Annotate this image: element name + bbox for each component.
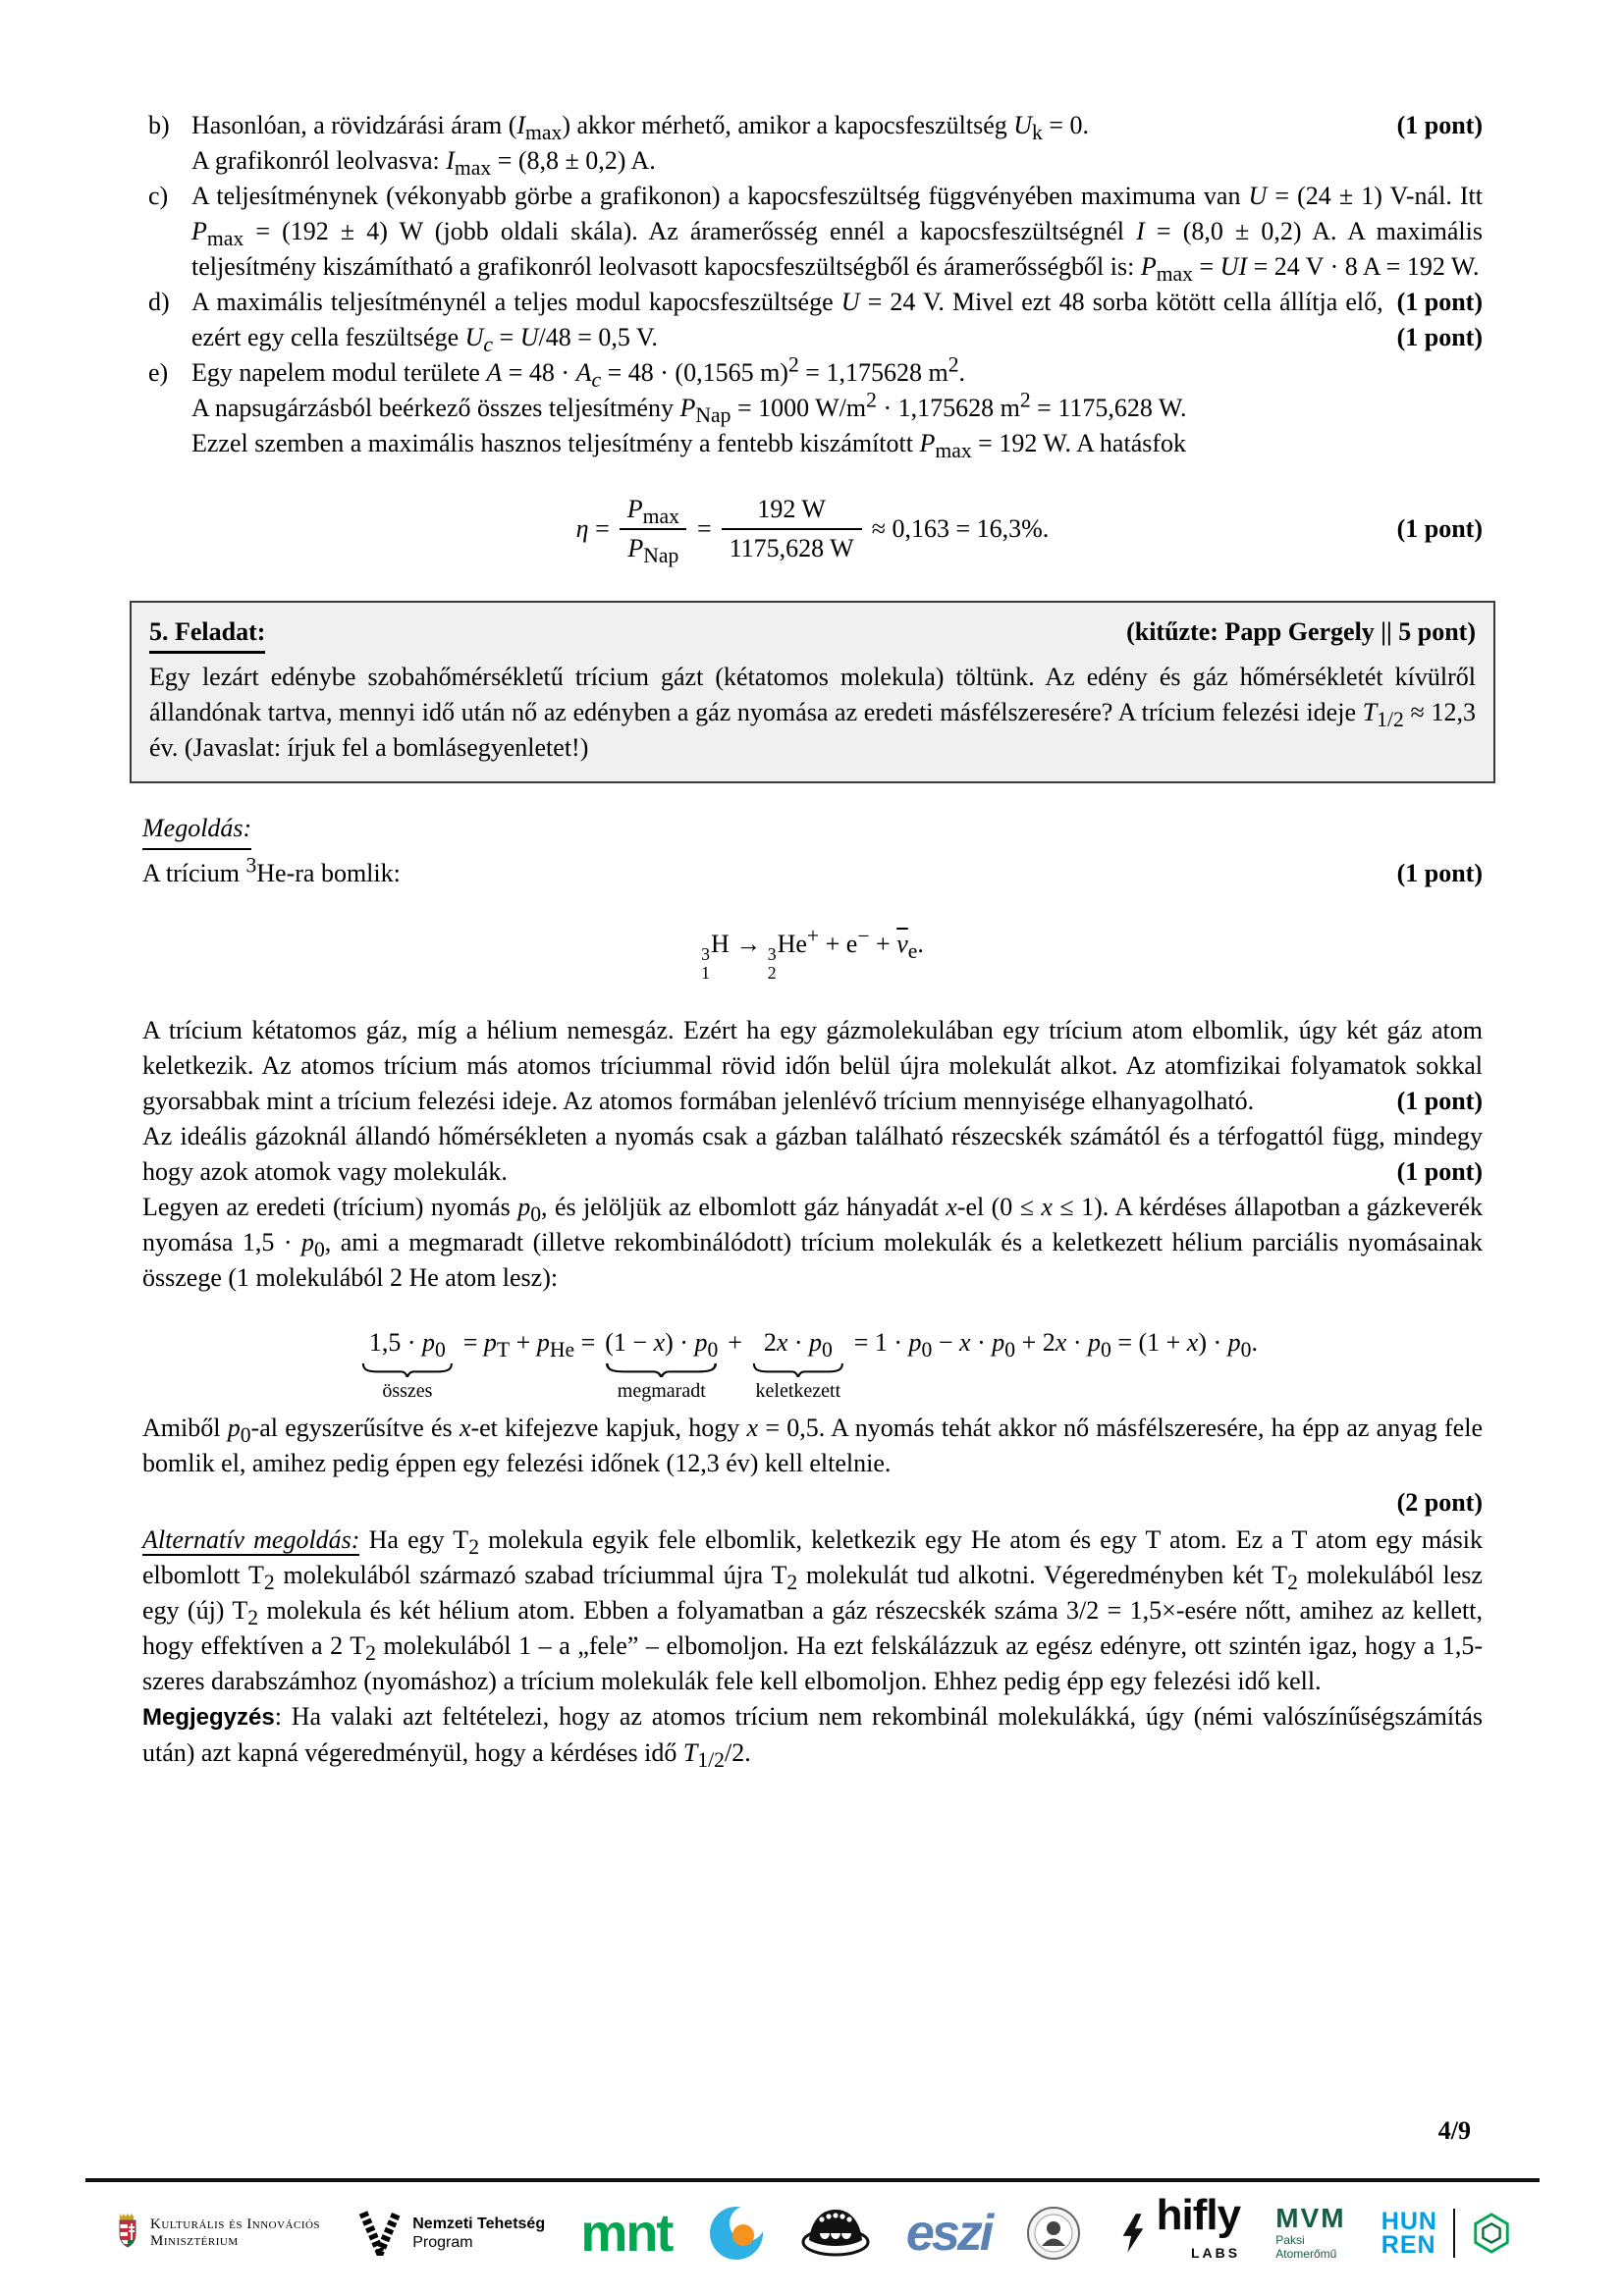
item-label: d) xyxy=(148,288,170,316)
ministry-logo xyxy=(113,2211,320,2256)
solution-item-b xyxy=(142,108,1483,179)
divider xyxy=(1453,2209,1455,2258)
solution-paragraph-4: Amiből $p_0-al$ egyszerűsítve és x-et kifejezve kapjuk, hogy x = 0,5. A nyomás tehát akkor nő másfélszeresére, ha épp az anyag fele bomlik el, amihez pedig éppen egy felezési időnek (12,3 év) kell eltelnie. xyxy=(142,1414,1483,1478)
underbrace-icon xyxy=(605,1362,718,1377)
hexagon-molecule-icon xyxy=(1471,2210,1512,2257)
lightning-bolt-icon xyxy=(1117,2211,1149,2256)
portrait-seal-icon xyxy=(1026,2206,1081,2261)
mnt-logo: mnt xyxy=(580,2204,673,2263)
equation-lhs: η = xyxy=(575,514,610,543)
fraction: $\frac{P_{max}}{P_{Nap}}$ xyxy=(620,491,687,567)
eszi-logo: eszi xyxy=(905,2205,992,2262)
item-text: A maximális teljesítménynél a teljes modul kapocsfeszültsége U = 24 V. Mivel ezt 48 sorba kötött cella állítja elő, ezért egy cella feszültsége $U_c = U/48 = 0,5$ V. xyxy=(191,288,1383,357)
crescent-icon xyxy=(708,2205,765,2262)
underbrace-group-remaining: $(1 - x) \cdot p_0$ megmaradt xyxy=(605,1328,719,1403)
item-label: e) xyxy=(148,358,169,387)
solution-items-b-e xyxy=(142,108,1483,461)
problem-statement: Egy lezárt edénybe szobahőmérsékletű trícium gázt (kétatomos molekula) töltünk. Az edény és gáz hőmérsékletét kívülről állandónak tartva, mennyi idő után nő az edényben a gáz nyomása az eredeti másfélszeresére? A trícium felezési ideje $T_{1/2} \approx 12,3$ év. (Javaslat: írjuk fel a bomlásegyenletet!) xyxy=(149,663,1476,762)
points-badge: (2 pont) xyxy=(1396,1488,1483,1518)
sponsor-logos-row xyxy=(113,2191,1512,2272)
elft-seal-logo xyxy=(1026,2206,1081,2261)
underbrace-icon xyxy=(361,1362,454,1377)
dome-icon xyxy=(800,2207,871,2260)
points-badge: (1 pont) xyxy=(1396,1087,1483,1116)
underbrace-icon xyxy=(752,1362,844,1377)
solution-item-d xyxy=(142,285,1483,355)
solution-paragraph-3: Legyen az eredeti (trícium) nyomás $p_0$, és jelöljük az elbomlott gáz hányadát x-el (0 ≤ x ≤ 1). A kérdéses állapotban a gázkeverék nyomása $1,5 \cdot p_0$, ami a megmaradt (illetve rekombinálódott) trícium molekulák és a keletkezett hélium parciális nyomásainak összege (1 molekulából 2 He atom lesz): xyxy=(142,1193,1483,1293)
hifly-labs-logo xyxy=(1117,2191,1241,2270)
page-number: 4/9 xyxy=(1437,2116,1471,2145)
points-badge: (1 pont) xyxy=(1396,323,1483,351)
solution-heading: Megoldás: xyxy=(142,811,251,850)
item-text: Hasonlóan, a rövidzárási áram $(I_{max})$ akkor mérhető, amikor a kapocsfeszültség $U_k = 0$. A grafikonról leolvasva: $I_{max} = (8,8 \pm 0,2)$ A. xyxy=(191,111,1090,181)
solution-paragraph-2: Az ideális gázoknál állandó hőmérsékleten a nyomás csak a gázban található részecskék számától és a térfogattól függ, mindegy hogy azok atomok vagy molekulák. (1 pont) xyxy=(142,1119,1483,1190)
fraction: $\frac{192 W}{1175,628 W}$ xyxy=(722,491,862,567)
menti-dome-logo xyxy=(800,2207,871,2260)
pressure-equation: $1,5 \cdot p_0$ összes = $p_T + p_{He}$ = $(1 - x) \cdot p_0$ megmaradt + $2x \cdot p_0$ keletkezett = $1 \cdot p_0 - x \cdot p_0 + 2x \cdot p_0 = (1 + x) \cdot p_0$. xyxy=(142,1325,1483,1403)
item-text: Egy napelem modul területe $A = 48 \cdot A_c = 48 \cdot (0,1565$ m)$^2$ = 1,175628 $m^2$. A napsugárzásból beérkező összes teljesítmény $P_{Nap} = 1000$ $W/m^2 \cdot 1,175628$ $m^2 = 1175,628$ W. Ezzel szemben a maximális hasznos teljesítmény a fentebb kiszámított $P_{max} = 192$ W. A hatásfok xyxy=(191,352,1187,463)
problem-title: 5. Feladat: xyxy=(149,614,265,654)
item-label: c) xyxy=(148,182,169,210)
solution-paragraph-1: A trícium kétatomos gáz, míg a hélium nemesgáz. Ezért ha egy gázmolekulában egy trícium atom elbomlik, úgy két gáz atom keletkezik. Az atomos trícium más atomos tríciummal rövid időn belül újra molekulát alkot. Az atomfizikai folyamatok sokkal gyorsabbak mint a trícium felezési ideje. Az atomos formában jelenlévő trícium mennyisége elhanyagolható. (1 pont) xyxy=(142,1013,1483,1119)
hunren-logo xyxy=(1381,2209,1512,2258)
ministry-name: Kulturális és Innovációs Minisztérium xyxy=(150,2216,321,2249)
equals-sign: = xyxy=(696,514,712,543)
checkered-v-icon xyxy=(355,2211,405,2256)
points-badge-line xyxy=(142,1485,1483,1521)
underbrace-group-total: $1,5 \cdot p_0$ összes xyxy=(361,1325,454,1403)
page-bottom xyxy=(0,2113,1624,2296)
footer-divider xyxy=(85,2178,1540,2182)
hifly-name: hifly LABS xyxy=(1156,2191,1241,2261)
problem-box-header xyxy=(149,614,1476,654)
points-badge: (1 pont) xyxy=(1396,514,1483,543)
decay-equation: 3 1 H → 3 2 $He^+ + e^- + \overline{\nu}_e$. xyxy=(701,924,924,983)
solution-item-e xyxy=(142,352,1483,463)
nemzeti-tehetseg-program-logo xyxy=(355,2211,545,2256)
underbrace-group-created: $2x \cdot p_0$ keletkezett xyxy=(752,1325,844,1403)
alternative-solution-paragraph: Alternatív megoldás: Ha egy $T_2$ molekula egyik fele elbomlik, keletkezik egy He atom és egy T atom. Ez a T atom egy másik elbomlott $T_2$ molekulából származó szabad tríciummal újra $T_2$ molekulát tud alkotni. Végeredményben két $T_2$ molekulából lesz egy (új) $T_2$ molekula és két hélium atom. Ebben a folyamatban a gáz részecskék száma 3/2 = 1,5×-esére nőtt, amihez az kellett, hogy effektíven a 2 $T_2$ molekulából 1 – a „fele” – elbomoljon. Ha ezt felskálázzuk az egész edényre, ott szintén igaz, hogy a 1,5-szeres darabszámhoz (nyomáshoz) a trícium molekulák fele kell elbomoljon. Ehhez pedig épp egy felezési idő kell. xyxy=(142,1525,1483,1696)
mvm-paks-logo: MVM Paksi Atomerőmű xyxy=(1275,2203,1346,2261)
problem-5-box xyxy=(130,601,1495,783)
item-text: A teljesítménynek (vékonyabb görbe a grafikonon) a kapocsfeszültség függvényében maximuma van U = (24 ± 1) V-nál. Itt $P_{max} = (192 \pm 4)$ W (jobb oldali skála). Az áramerősség ennél a kapocsfeszültségnél I = (8,0 ± 0,2) A. A maximális teljesítmény kiszámítható a grafikonról leolvasott kapocsfeszültségből és áramerősségből is: $P_{max}$ = UI = 24 V · 8 A = 192 W. xyxy=(191,182,1483,287)
item-label: b) xyxy=(148,111,170,139)
problem-credit: (kitűzte: Papp Gergely || 5 pont) xyxy=(1126,617,1476,646)
points-badge: (1 pont) xyxy=(1396,859,1483,887)
equation-tail: ≈ 0,163 = 16,3%. xyxy=(871,514,1050,543)
hunren-name: HUN REN xyxy=(1380,2208,1437,2259)
efficiency-equation xyxy=(142,491,1483,567)
note-paragraph: Megjegyzés: Ha valaki azt feltételezi, hogy az atomos trícium nem rekombinál molekulákká, úgy (némi valószínűségszámítás után) azt kapná végeredményül, hogy a kérdéses idő $T_{1/2}/2$. xyxy=(142,1702,1483,1773)
points-badge: (1 pont) xyxy=(1396,1157,1483,1187)
crescent-logo xyxy=(708,2205,765,2262)
hungary-coat-of-arms-icon xyxy=(113,2211,142,2256)
solution-intro: (1 pont) A trícium $^3$He-ra bomlik: xyxy=(142,856,1483,891)
points-badge: (1 pont) xyxy=(1396,111,1483,139)
solution-item-c xyxy=(142,179,1483,316)
points-badge: (1 pont) xyxy=(1396,288,1483,316)
ntp-name: Nemzeti Tehetség Program xyxy=(412,2216,546,2251)
